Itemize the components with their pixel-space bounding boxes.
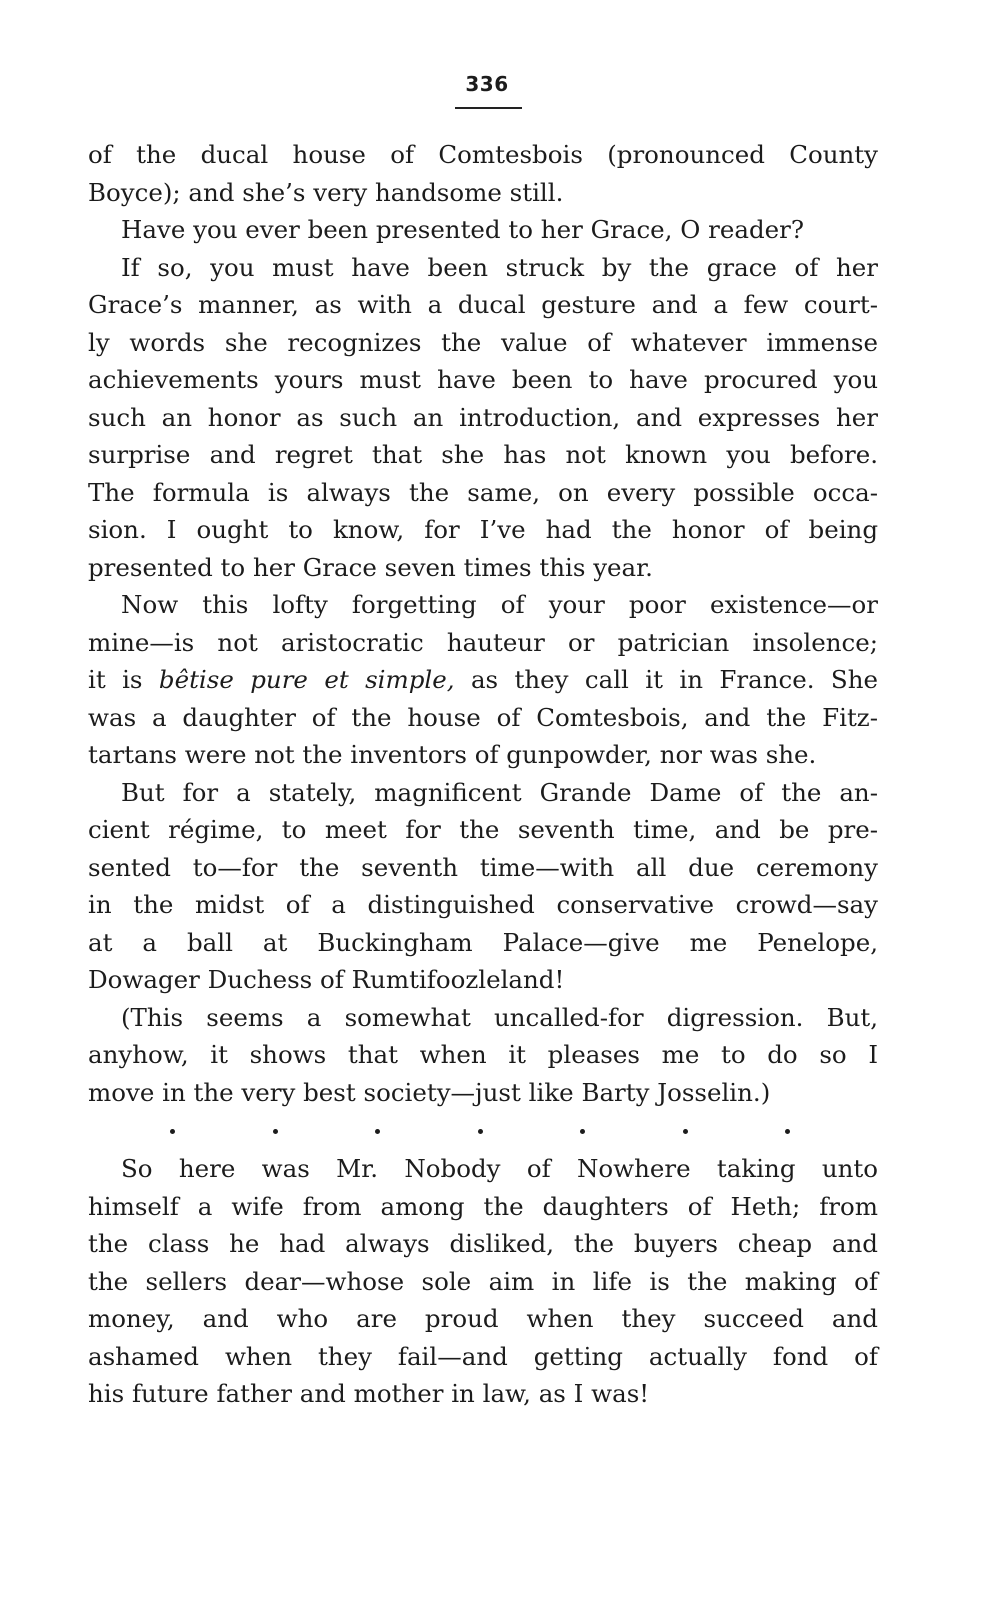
text-line: If so, you must have been struck by the grace of her (121, 252, 878, 282)
text-line: Grace’s manner, as with a ducal gesture and a few court- (88, 290, 878, 319)
section-break-dots (170, 1124, 790, 1138)
text-line: at a ball at Buckingham Palace—give me Penelope, (88, 927, 878, 957)
text-line: Have you ever been presented to her Grace, O reader? (121, 215, 804, 244)
text-line: the sellers dear—whose sole aim in life is the making of (88, 1266, 878, 1296)
break-dot (273, 1129, 278, 1134)
text-line: Now this lofty forgetting of your poor existence—or (121, 590, 878, 619)
text-line: of the ducal house of Comtesbois (pronounced County (88, 140, 878, 169)
text-line: ashamed when they fail—and getting actually fond of (88, 1341, 878, 1371)
paragraph (88, 774, 878, 999)
text-line: sion. I ought to know, for I’ve had the honor of being (88, 515, 878, 544)
break-dot (785, 1129, 790, 1134)
paragraph (88, 211, 878, 249)
text-line: it is bêtise pure et simple, as they call it in France. She (88, 665, 878, 694)
text-line: tartans were not the inventors of gunpowder, nor was she. (88, 740, 817, 769)
closing-paragraph (88, 1150, 878, 1413)
page-number: 336 (465, 72, 509, 96)
text-line: the class he had always disliked, the buyers cheap and (88, 1229, 878, 1258)
paragraph (88, 1150, 878, 1413)
text-line: his future father and mother in law, as I was! (88, 1379, 650, 1408)
header-rule (455, 107, 522, 109)
break-dot (580, 1129, 585, 1134)
paragraph (88, 999, 878, 1112)
text-line: in the midst of a distinguished conservative crowd—say (88, 890, 878, 919)
text-line: So here was Mr. Nobody of Nowhere taking unto (121, 1154, 878, 1183)
break-dot (683, 1129, 688, 1134)
text-line: sented to—for the seventh time—with all due ceremony (88, 852, 878, 882)
text-line: ly words she recognizes the value of whatever immense (88, 327, 878, 357)
text-line: But for a stately, magnificent Grande Dame of the an- (121, 777, 878, 807)
paragraph (88, 136, 878, 211)
paragraph (88, 249, 878, 587)
text-line: Dowager Duchess of Rumtifoozleland! (88, 965, 565, 994)
text-line: mine—is not aristocratic hauteur or patrician insolence; (88, 627, 878, 657)
text-line: (This seems a somewhat uncalled-for digression. But, (121, 1002, 878, 1032)
text-line: Boyce); and she’s very handsome still. (88, 177, 564, 207)
break-dot (478, 1129, 483, 1134)
text-line: money, and who are proud when they succeed and (88, 1304, 878, 1333)
text-line: move in the very best society—just like Barty Josselin.) (88, 1077, 771, 1107)
text-line: cient régime, to meet for the seventh time, and be pre- (88, 815, 878, 844)
text-line: presented to her Grace seven times this year. (88, 552, 653, 582)
break-dot (170, 1129, 175, 1134)
text-line: such an honor as such an introduction, and expresses her (88, 402, 878, 432)
paragraph (88, 586, 878, 774)
main-text (88, 136, 878, 1111)
text-line: himself a wife from among the daughters of Heth; from (88, 1191, 878, 1221)
break-dot (375, 1129, 380, 1134)
text-line: The formula is always the same, on every possible occa- (88, 477, 878, 507)
text-line: anyhow, it shows that when it pleases me to do so I (88, 1040, 878, 1069)
text-line: surprise and regret that she has not known you before. (88, 440, 878, 469)
text-line: was a daughter of the house of Comtesbois, and the Fitz- (88, 702, 878, 732)
text-line: achievements yours must have been to have procured you (88, 365, 878, 394)
